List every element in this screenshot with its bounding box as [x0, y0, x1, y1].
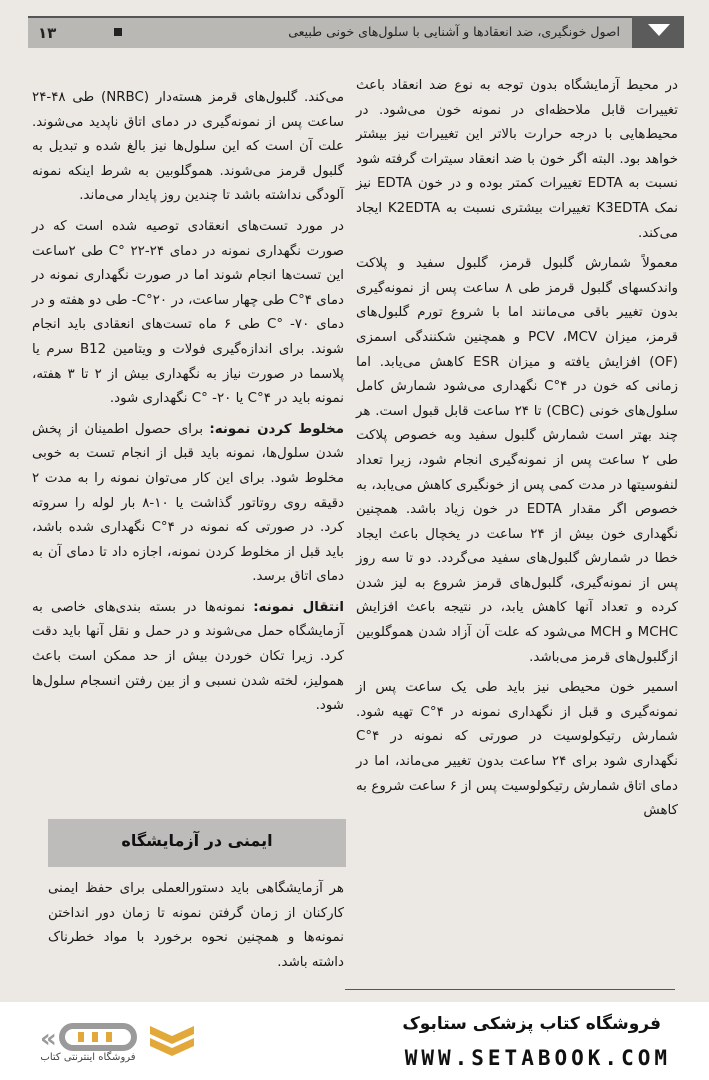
shop-name: فروشگاه کتاب پزشکی ستابوک	[402, 1014, 661, 1034]
safety-column	[48, 877, 344, 975]
page-bottom-rule	[345, 989, 675, 990]
section-heading-box	[48, 819, 346, 867]
section-title: ایمنی در آزمایشگاه	[121, 831, 273, 850]
right-column	[356, 74, 678, 824]
paragraph: در محیط آزمایشگاه بدون توجه به نوع ضد انعقاد باعث تغییرات قابل ملاحظه‌ای در نمونه خون می‌شود. در محیط‌هایی با درجه حرارت بالاتر این تغییرات نیز بیشتر خواهد بود. البته اگر خون با ضد انعقاد سیترات گرفته شود نسبت به EDTA تغییرات کمتر بوده و در خون EDTA نیز نمک K3EDTA تغییرات بیشتری نسبت به K2EDTA ایجاد می‌کند.	[356, 78, 679, 241]
mixing-text: برای حصول اطمینان از پخش شدن سلول‌ها، نمونه باید قبل از انجام تست به خوبی مخلوط شود. برای این کار می‌توان نمونه را به مدت ۲ دقیقه روی روتاتور گذاشت یا ۱۰-۸ بار لوله را سروته کرد. در صورتی که نمونه در ۴°C نگهداری شده باشد، باید قبل از مخلوط کردن نمونه، اجازه داد تا دمای آن به دمای اتاق برسد.	[32, 421, 344, 585]
logo-caption: فروشگاه اینترنتی کتاب	[40, 1052, 136, 1063]
shop-url[interactable]: WWW.SETABOOK.COM	[404, 1046, 671, 1070]
header-bullet-square	[114, 28, 122, 36]
mixing-heading: مخلوط کردن نمونه:	[209, 421, 344, 437]
paragraph: هر آزمایشگاهی باید دستورالعملی برای حفظ ایمنی کارکنان از زمان گرفتن نمونه تا زمان دور انداختن نمونه‌ها و همچنین نحوه برخورد با مواد خطرناک داشته باشد.	[48, 881, 344, 970]
paragraph: در مورد تست‌های انعقادی توصیه شده است که در صورت نگهداری نمونه در دمای ۲۴-۲۲ °C طی ۲ساعت این تست‌ها انجام شوند اما در صورت نگهداری نمونه در دمای ۴°C طی چهار ساعت، در ۲۰°C- طی دو هفته و در دمای ۷۰- °C طی ۶ ماه تست‌های انعقادی باید انجام شوند. برای اندازه‌گیری فولات و ویتامین B12 سرم یا پلاسما در صورت نیاز به نگهداری بیش از ۲ تا ۳ هفته، نمونه باید در ۴°C یا ۲۰- °C نگهداری شود.	[32, 218, 344, 407]
chapter-title: اصول خونگیری، ضد انعقادها و آشنایی با سلول‌های خونی طبیعی	[288, 24, 620, 39]
svg-text:«: «	[40, 1024, 57, 1054]
transfer-text: نمونه‌ها در بسته بندی‌های خاصی به آزمایشگاه حمل می‌شوند و در حمل و نقل آنها باید دقت کرد. زیرا تکان خوردن بیش از حد ممکن است باعث همولیز، لخته شدن نسبی و از بین رفتن انسجام سلول‌ها شود.	[32, 599, 344, 714]
transfer-paragraph	[32, 596, 344, 719]
book-stack-icon	[146, 1020, 198, 1062]
store-footer	[0, 1002, 709, 1080]
page-header	[28, 16, 684, 48]
paragraph: اسمیر خون محیطی نیز باید طی یک ساعت پس از نمونه‌گیری و قبل از نگهداری نمونه در ۴°C تهیه شود. شمارش رتیکولوسیت در صورتی که نمونه در ۴°C نگهداری شود برای ۲۴ ساعت بدون تغییر می‌ماند، اما در دمای اتاق شمارش رتیکولوسیت پس از ۶ ساعت شروع به کاهش	[356, 680, 678, 819]
header-tab	[632, 16, 684, 48]
transfer-heading: انتقال نمونه:	[253, 599, 344, 615]
mixing-paragraph	[32, 418, 344, 590]
left-column	[32, 86, 344, 719]
paragraph: معمولاً شمارش گلبول قرمز، گلبول سفید و پلاکت واندکسهای گلبول قرمز طی ۸ ساعت پس از نمونه‌گیری بدون تغییر باقی می‌مانند اما با شروع تورم گلبول‌های قرمز، میزان PCV ،MCV و همچنین شکنندگی اسمزی (OF) افزایش یافته و میزان ESR کاهش می‌یابد. اما زمانی که خون در ۴°C نگهداری می‌شود شمارش کامل سلول‌های خونی (CBC) تا ۲۴ ساعت قابل قبول است. هر چند بهتر است شمارش گلبول سفید وبه خصوص پلاکت طی ۲ ساعت پس از نمونه‌گیری انجام شود، زیرا تعداد لنفوسیتها در مدت کمی پس از خونگیری کاهش می‌یابد، به خصوص اگر مقدار EDTA در خون زیاد باشد. همچنین نگهداری خون بیش از ۲۴ ساعت در یخچال باعث ایجاد خطا در شمارش گلبول‌های سفید می‌گردد. دو تا سه روز پس از نمونه‌گیری، گلبول‌های قرمز شروع به لیز شدن کرده و تعداد آنها کاهش یابد، در نتیجه باعث افزایش MCHC و MCH می‌شود که علت آن آزاد شدن هموگلوبین ازگلبول‌های قرمز می‌باشد.	[356, 256, 679, 665]
store-logo	[38, 1020, 138, 1054]
paragraph: می‌کند. گلبول‌های قرمز هسته‌دار (NRBC) طی ۴۸-۲۴ ساعت پس از نمونه‌گیری در دمای اتاق ناپدید می‌شوند. علت آن است که این سلول‌ها نیز بالغ شده و تبدیل به گلبول قرمز می‌شوند. هموگلوبین به شرط اینکه نمونه آلودگی نداشته باشد تا چندین روز پایدار می‌ماند.	[32, 90, 344, 204]
triangle-down-icon	[648, 24, 670, 36]
page-number: ۱۳	[38, 24, 57, 42]
